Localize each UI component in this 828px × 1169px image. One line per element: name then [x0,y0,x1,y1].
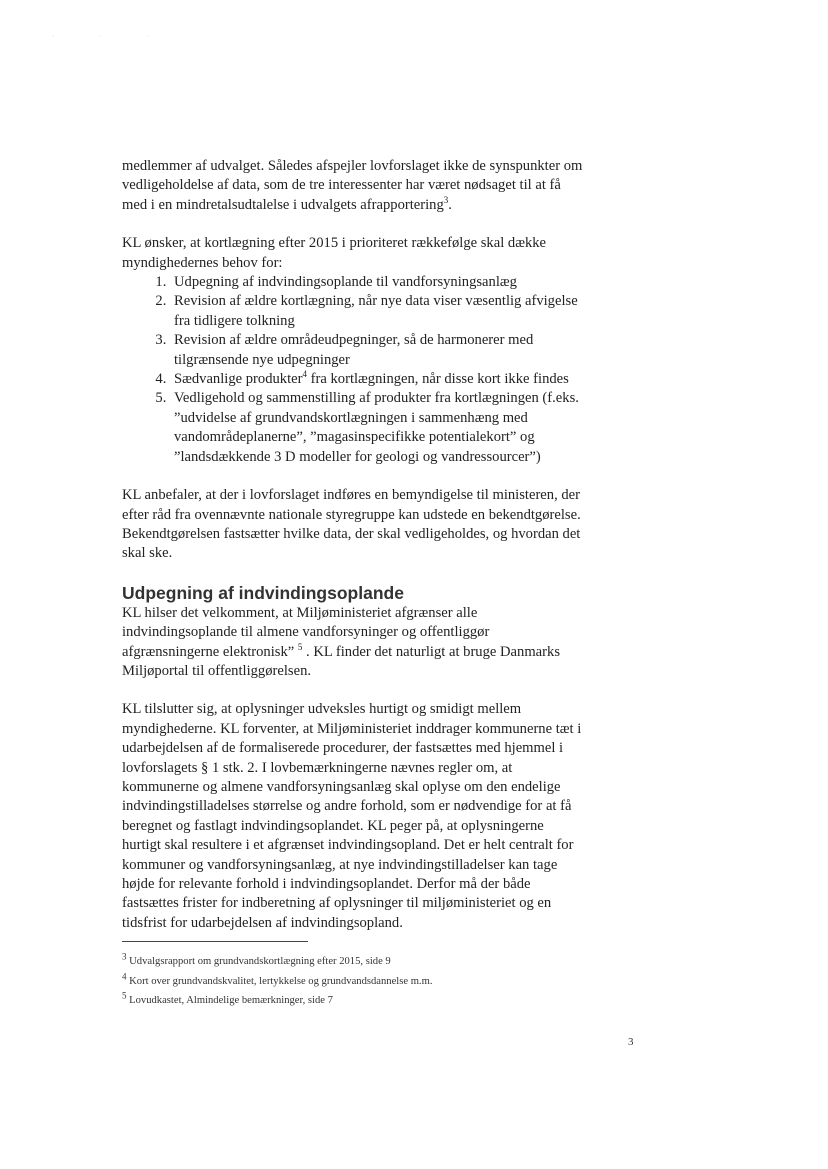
footnote-text: Kort over grundvandskvalitet, lertykkelse og grundvandsdannelse m.m. [126,975,433,987]
footnote-number: 3 [122,951,127,962]
priority-list [122,273,584,467]
list-item: 5. Vedligehold og sammenstilling af produkter fra kortlægningen (f.eks. ”udvidelse af grundvandskortlægningen i sammenhæng med vandområdeplanerne”, ”magasinspecifikke potentialekort” og ”landsdækkende 3 D modeller for geologi og vandressourcer”) [170,389,584,467]
footnote [122,972,584,991]
list-item: 2. Revision af ældre kortlægning, når nye data viser væsentlig afvigelse fra tidligere tolkning [170,292,584,331]
list-item-text: Sædvanlige produkter [174,371,303,388]
intro-text: medlemmer af udvalget. Således afspejler lovforslaget ikke de synspunkter om vedligeholdelse af data, som de tre interessenter har været nødsaget til at få med i en mindretalsudtalelse i udvalgets afrapportering [122,158,583,213]
section-heading: Udpegning af indvindingsoplande [122,582,404,603]
footnote-number: 5 [122,990,127,1001]
footnote-number: 4 [122,971,127,982]
footnote-divider [122,941,308,942]
list-item [170,370,584,389]
welcome-text-end: . KL finder det naturligt at bruge Danmarks Miljøportal til offentliggørelsen. [122,643,560,679]
intro-text-end: . [448,196,452,213]
list-item-text-end: fra kortlægningen, når disse kort ikke findes [307,371,569,388]
list-item: 1. Udpegning af indvindingsoplande til vandforsyningsanlæg [170,273,584,292]
list-item: 3. Revision af ældre områdeudpegninger, så de harmonerer med tilgrænsende nye udpegninger [170,331,584,370]
join-paragraph: KL tilslutter sig, at oplysninger udveksles hurtigt og smidigt mellem myndighederne. KL forventer, at Miljøministeriet inddrager kommunerne tæt i udarbejdelsen af de formaliserede procedurer, der fastsættes med hjemmel i lovforslagets § 1 stk. 2. I lovbemærkningerne nævnes regler om, at kommunerne og almene vandforsyningsanlæg skal oplyse om den endelige indvindingstilladelses størrelse og andre forhold, som er nødvendige for at få beregnet og fastlagt indvindingsoplandet. KL peger på, at oplysningerne hurtigt skal resultere i et afgrænset indvindingsopland. Det er helt centralt for kommuner og vandforsyningsanlæg, at nye indvindingstilladelser kan tage højde for relevante forhold i indvindingsoplandet. Derfor må der både fastsættes frister for indberetning af oplysninger til miljøministeriet og en tidsfrist for udarbejdelsen af indvindingsopland. [122,701,582,931]
footnote [122,952,584,971]
welcome-text: KL hilser det velkomment, at Miljøministeriet afgrænser alle indvindingsoplande til almene vandforsyninger og offentliggør afgrænsningerne elektronisk” [122,604,490,660]
scan-specks: · · · [52,34,171,40]
footnote [122,991,584,1010]
document-body [122,157,584,1010]
recommend-paragraph: KL anbefaler, at der i lovforslaget indføres en bemyndigelse til ministeren, der efter råd fra ovennævnte nationale styregruppe kan udstede en bekendtgørelse. Bekendtgørelsen fastsætter hvilke data, der skal vedligeholdes, og hvordan det skal ske. [122,487,581,562]
intro-paragraph [122,157,584,215]
welcome-paragraph [122,604,584,682]
footnote-text: Udvalgsrapport om grundvandskortlægning efter 2015, side 9 [126,956,391,968]
list-intro: KL ønsker, at kortlægning efter 2015 i prioriteret rækkefølge skal dække myndighedernes behov for: [122,235,547,271]
footnote-text: Lovudkastet, Almindelige bemærkninger, side 7 [126,995,333,1007]
footnotes [122,952,584,1010]
footnote-ref: 4 [302,369,307,380]
page-number: 3 [628,1036,634,1048]
footnote-ref: 3 [443,194,449,205]
footnote-ref: 5 [297,641,303,652]
